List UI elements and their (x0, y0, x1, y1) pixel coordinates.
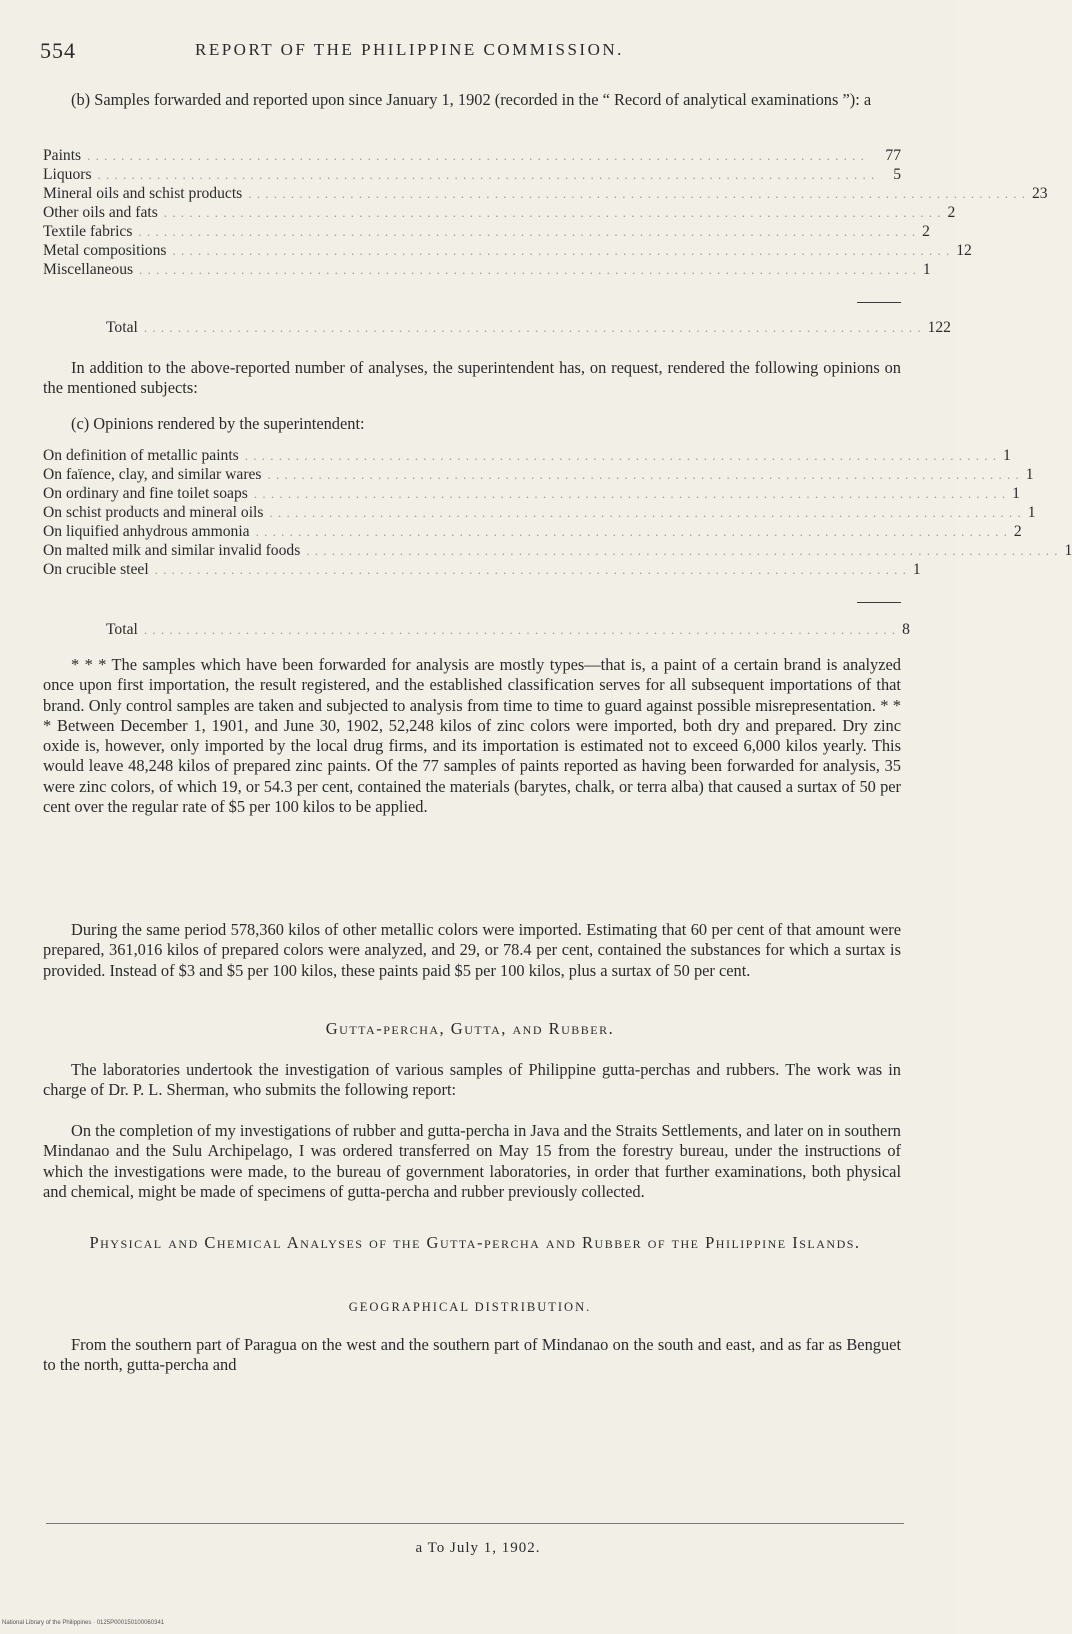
section-b-total (43, 318, 951, 337)
list-item-value: 2 (922, 223, 930, 240)
section-c-list (43, 446, 1072, 579)
list-item-label: Metal compositions (43, 242, 167, 259)
running-head: REPORT OF THE PHILIPPINE COMMISSION. (195, 40, 624, 59)
list-item-label: Other oils and fats (43, 204, 158, 221)
list-item-label: Mineral oils and schist products (43, 185, 243, 202)
paragraph-samples: * * * The samples which have been forwarded for analysis are mostly types—that is, a paint of a certain brand is analyzed once upon first importation, the result registered, and the established classification serves for all subsequent importations of that brand. Only control samples are taken and subjected to analysis from time to time to guard against possible misrepresentation. * * * Between December 1, 1901, and June 30, 1902, 52,248 kilos of zinc colors were imported, both dry and prepared. Dry zinc oxide is, however, only imported by the local drug firms, and its importation is estimated not to exceed 6,000 kilos yearly. This would leave 48,248 kilos of prepared zinc paints. Of the 77 samples of paints reported as having been forwarded for analysis, 35 were zinc colors, of which 19, or 54.3 per cent, contained the materials (barytes, chalk, or terra alba) that caused a surtax of 50 per cent over the regular rate of $5 per 100 kilos to be applied. (43, 655, 901, 817)
list-item-value: 12 (956, 242, 972, 259)
section-c-total (43, 620, 910, 639)
total-label: Total (106, 319, 138, 336)
list-item (43, 541, 1072, 560)
footnote-rule (46, 1523, 904, 1524)
total-value: 8 (902, 621, 910, 638)
leader-dots: . . . . . . . . . . . . . . . . . . . . . . . . . . . . . . . . . . . . . . . . . . . . . . . . . . . . . . . . . . . . . . . . . . . . . . . . . . . . . . . . . . . . . . . . . (154, 562, 907, 577)
leader-dots: . . . . . . . . . . . . . . . . . . . . . . . . . . . . . . . . . . . . . . . . . . . . . . . . . . . . . . . . . . . . . . . . . . . . . . . . . . . . . . . . . . . . . . . . . . . . (97, 167, 876, 182)
list-item-value: 1 (1064, 542, 1072, 559)
list-item (43, 203, 956, 222)
list-item-value: 1 (922, 261, 931, 278)
list-item (43, 446, 1011, 465)
leader-dots: . . . . . . . . . . . . . . . . . . . . . . . . . . . . . . . . . . . . . . . . . . . . . . . . . . . . . . . . . . . . . . . . . . . . . . . . . . . . . . . . . . . . . . . . . . . . (248, 186, 1026, 201)
paragraph-metallic-colors: During the same period 578,360 kilos of other metallic colors were imported. Estimating that 60 per cent of that amount were prepared, 361,016 kilos of prepared colors were analyzed, and 29, or 78.4 per cent, contained the substances for which a surtax is provided. Instead of $3 and $5 per 100 kilos, these paints paid $5 per 100 kilos, plus a surtax of 50 per cent. (43, 920, 901, 980)
list-item (43, 146, 901, 165)
paragraph-report: On the completion of my investigations of rubber and gutta-percha in Java and the Straits Settlements, and later on in southern Mindanao and the Sulu Archipelago, I was ordered transferred on May 15 from the forestry bureau, under the instructions of which the investigations were made, to the bureau of government laboratories, in order that further examinations, both physical and chemical, might be made of specimens of gutta-percha and rubber previously collected. (43, 1121, 901, 1201)
list-item-value: 23 (1031, 185, 1048, 202)
addition-paragraph: In addition to the above-reported number of analyses, the superintendent has, on request, rendered the following opinions on the mentioned subjects: (43, 358, 901, 398)
list-item-value: 1 (912, 561, 921, 578)
list-item (43, 222, 930, 241)
list-item-value: 1 (1003, 447, 1011, 464)
list-item (43, 241, 972, 260)
analyses-heading: Physical and Chemical Analyses of the Gutta-percha and Rubber of the Philippine Islands. (89, 1233, 861, 1252)
list-item-value: 2 (947, 204, 956, 221)
list-item-label: On malted milk and similar invalid foods (43, 542, 301, 559)
total-row (43, 620, 910, 639)
leader-dots: . . . . . . . . . . . . . . . . . . . . . . . . . . . . . . . . . . . . . . . . . . . . . . . . . . . . . . . . . . . . . . . . . . . . . . . . . . . . . . . . . . . . . . . . . . . . (87, 148, 865, 163)
section-b-intro: (b) Samples forwarded and reported upon since January 1, 1902 (recorded in the “ Record of analytical examinations ”): a (71, 90, 872, 109)
paragraph-distribution: From the southern part of Paragua on the west and the southern part of Mindanao on the south and east, and as far as Benguet to the north, gutta-percha and (43, 1335, 901, 1375)
leader-dots: . . . . . . . . . . . . . . . . . . . . . . . . . . . . . . . . . . . . . . . . . . . . . . . . . . . . . . . . . . . . . . . . . . . . . . . . . . . . . . . . . . . . . . . . . (255, 524, 1008, 539)
list-item (43, 503, 1036, 522)
list-item (43, 165, 901, 184)
section-c-intro: (c) Opinions rendered by the superintendent: (71, 414, 365, 433)
list-item-value: 2 (1013, 523, 1022, 540)
list-item (43, 560, 921, 579)
list-item-label: On liquified anhydrous ammonia (43, 523, 250, 540)
footnote: a To July 1, 1902. (415, 1540, 541, 1556)
library-imprint: National Library of the Philippines · 0125P000150100060341 (2, 1620, 165, 1626)
list-item-label: On crucible steel (43, 561, 149, 578)
list-item-label: Miscellaneous (43, 261, 134, 278)
list-item (43, 465, 1034, 484)
gutta-percha-heading: Gutta-percha, Gutta, and Rubber. (325, 1019, 615, 1038)
list-item (43, 184, 1048, 203)
leader-dots: . . . . . . . . . . . . . . . . . . . . . . . . . . . . . . . . . . . . . . . . . . . . . . . . . . . . . . . . . . . . . . . . . . . . . . . . . . . . . . . . . . . . . . . . . (269, 505, 1022, 520)
list-item-label: On definition of metallic paints (43, 447, 239, 464)
leader-dots: . . . . . . . . . . . . . . . . . . . . . . . . . . . . . . . . . . . . . . . . . . . . . . . . . . . . . . . . . . . . . . . . . . . . . . . . . . . . . . . . . . . . . . . . . (253, 486, 1007, 501)
sum-rule (857, 302, 901, 303)
paragraph-laboratories: The laboratories undertook the investigation of various samples of Philippine gutta-perchas and rubbers. The work was in charge of Dr. P. L. Sherman, who submits the following report: (43, 1060, 901, 1100)
list-item-value: 77 (885, 147, 901, 164)
leader-dots: . . . . . . . . . . . . . . . . . . . . . . . . . . . . . . . . . . . . . . . . . . . . . . . . . . . . . . . . . . . . . . . . . . . . . . . . . . . . . . . . . . . . . . . . . . . . (172, 243, 951, 258)
list-item (43, 260, 931, 279)
page-header (40, 38, 900, 68)
list-item (43, 522, 1022, 541)
list-item-value: 1 (1012, 485, 1020, 502)
list-item-label: On ordinary and fine toilet soaps (43, 485, 248, 502)
list-item-label: On faïence, clay, and similar wares (43, 466, 262, 483)
total-row (43, 318, 951, 337)
list-item-label: Liquors (43, 166, 92, 183)
leader-dots: . . . . . . . . . . . . . . . . . . . . . . . . . . . . . . . . . . . . . . . . . . . . . . . . . . . . . . . . . . . . . . . . . . . . . . . . . . . . . . . . . . . . . . . . . (306, 543, 1059, 558)
list-item (43, 484, 1020, 503)
list-item-value: 5 (893, 166, 901, 183)
geographical-distribution-heading: GEOGRAPHICAL DISTRIBUTION. (348, 1300, 592, 1314)
leader-dots: . . . . . . . . . . . . . . . . . . . . . . . . . . . . . . . . . . . . . . . . . . . . . . . . . . . . . . . . . . . . . . . . . . . . . . . . . . . . . . . . . . . . . . . . . (143, 622, 897, 637)
page-number: 554 (40, 38, 76, 63)
leader-dots: . . . . . . . . . . . . . . . . . . . . . . . . . . . . . . . . . . . . . . . . . . . . . . . . . . . . . . . . . . . . . . . . . . . . . . . . . . . . . . . . . . . . . . . . . (244, 448, 997, 463)
list-item-value: 1 (1027, 504, 1036, 521)
leader-dots: . . . . . . . . . . . . . . . . . . . . . . . . . . . . . . . . . . . . . . . . . . . . . . . . . . . . . . . . . . . . . . . . . . . . . . . . . . . . . . . . . . . . . . . . . (267, 467, 1020, 482)
total-value: 122 (927, 319, 951, 336)
list-item-label: Paints (43, 147, 82, 164)
leader-dots: . . . . . . . . . . . . . . . . . . . . . . . . . . . . . . . . . . . . . . . . . . . . . . . . . . . . . . . . . . . . . . . . . . . . . . . . . . . . . . . . . . . . . . . . . . . . (139, 262, 917, 277)
section-b-list (43, 146, 1048, 279)
sum-rule (857, 602, 901, 603)
total-label: Total (106, 621, 138, 638)
leader-dots: . . . . . . . . . . . . . . . . . . . . . . . . . . . . . . . . . . . . . . . . . . . . . . . . . . . . . . . . . . . . . . . . . . . . . . . . . . . . . . . . . . . . . . . . . . . . (138, 224, 917, 239)
list-item-value: 1 (1025, 466, 1034, 483)
list-item-label: Textile fabrics (43, 223, 133, 240)
leader-dots: . . . . . . . . . . . . . . . . . . . . . . . . . . . . . . . . . . . . . . . . . . . . . . . . . . . . . . . . . . . . . . . . . . . . . . . . . . . . . . . . . . . . . . . . . . . . (163, 205, 942, 220)
list-item-label: On schist products and mineral oils (43, 504, 264, 521)
leader-dots: . . . . . . . . . . . . . . . . . . . . . . . . . . . . . . . . . . . . . . . . . . . . . . . . . . . . . . . . . . . . . . . . . . . . . . . . . . . . . . . . . . . . . . . . . . . . (143, 320, 922, 335)
